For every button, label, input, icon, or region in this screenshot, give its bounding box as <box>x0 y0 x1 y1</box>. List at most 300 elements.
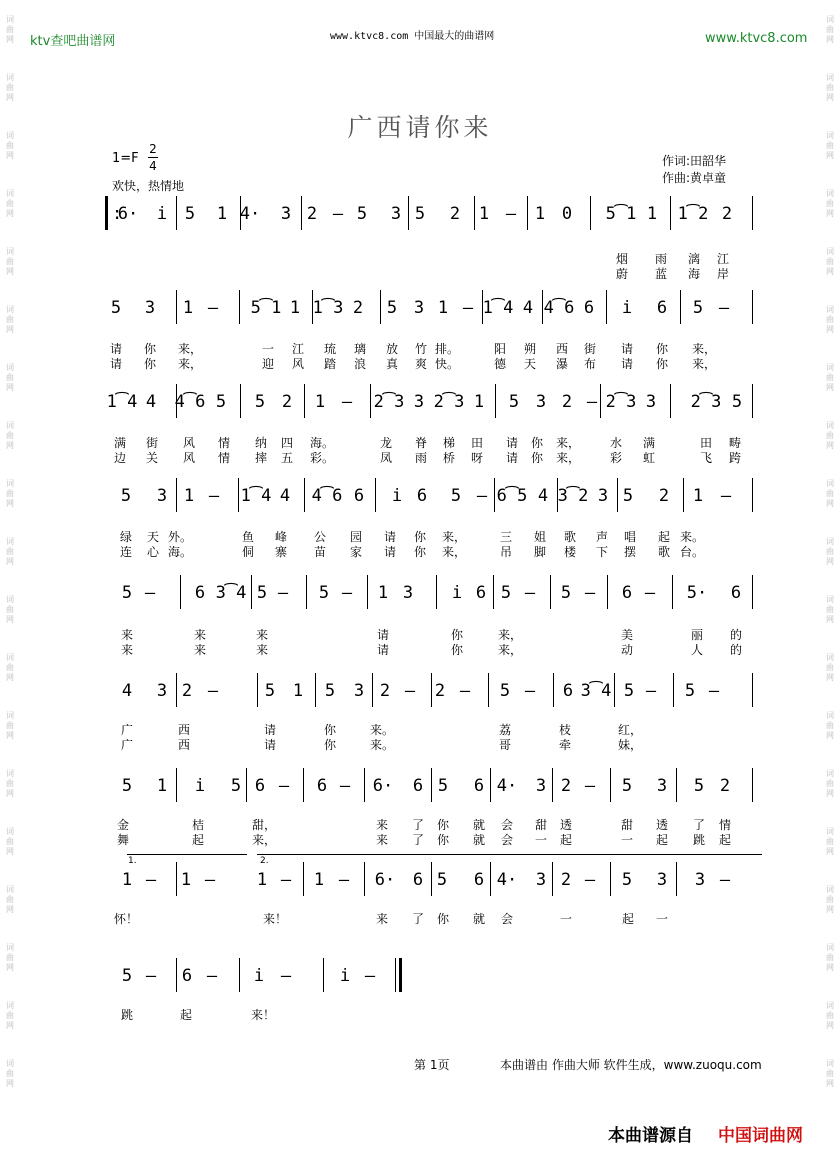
bar-line <box>176 958 177 992</box>
note: 3͡4 <box>580 681 612 701</box>
lyric-syllable: 天 <box>523 357 537 371</box>
note: 1 <box>121 870 133 890</box>
note: 2 <box>281 392 293 412</box>
bar-line <box>301 196 302 230</box>
note: – <box>476 486 488 506</box>
lyric-syllable: 了 <box>411 912 425 926</box>
bar-line <box>752 290 753 324</box>
note: 2͡3 <box>373 392 405 412</box>
bar-line <box>246 768 247 802</box>
lyric-syllable: 一 <box>559 912 573 926</box>
note: 4· <box>239 204 261 224</box>
lyric-syllable: 荔 <box>498 723 512 737</box>
lyric-syllable: 琉 <box>323 342 337 356</box>
bar-line <box>180 575 181 609</box>
note: 3 <box>597 486 609 506</box>
watermark-text: 词 曲 网 <box>826 1001 834 1030</box>
lyric-syllable: 街 <box>145 436 159 450</box>
note: 5 <box>254 392 266 412</box>
note: i <box>339 966 351 986</box>
watermark-text: 词 曲 网 <box>826 363 834 392</box>
lyric-syllable: 你 <box>143 342 157 356</box>
lyric-syllable: 蓝 <box>654 267 668 281</box>
key-signature: 1=F <box>112 151 139 166</box>
lyric-syllable: 爽 <box>414 357 428 371</box>
lyric-syllable: 关 <box>145 451 159 465</box>
note: 2͡3 <box>433 392 465 412</box>
note: 2 <box>379 681 391 701</box>
lyric-syllable: 桥 <box>442 451 456 465</box>
lyric-syllable: 唱 <box>623 530 637 544</box>
watermark-text: 词 曲 网 <box>826 247 834 276</box>
lyric-syllable: 请 <box>263 723 277 737</box>
lyric-syllable: 一 <box>655 912 669 926</box>
lyric-syllable: 心 <box>146 545 160 559</box>
lyric-syllable: 请 <box>505 451 519 465</box>
bar-line <box>315 673 316 707</box>
header-right-link[interactable]: www.ktvc8.com <box>705 31 808 46</box>
bar-line <box>752 384 753 418</box>
note: 5 <box>264 681 276 701</box>
lyric-syllable: 你 <box>450 643 464 657</box>
bar-line <box>370 384 371 418</box>
watermark-text: 词 曲 网 <box>6 595 14 624</box>
bar-line <box>176 478 177 512</box>
lyric-syllable: 丽 <box>690 628 704 642</box>
bar-line <box>176 768 177 802</box>
note: 4 <box>279 486 291 506</box>
lyric-syllable: 来 <box>193 628 207 642</box>
lyric-syllable: 阳 <box>493 342 507 356</box>
lyric-syllable: 风 <box>182 436 196 450</box>
lyric-syllable: 来， <box>177 357 203 371</box>
bar-line <box>176 384 177 418</box>
note: 4· <box>496 870 518 890</box>
note: – <box>586 392 598 412</box>
notes-line <box>0 392 840 420</box>
lyric-syllable: 飞 <box>699 451 713 465</box>
lyric-syllable: 外。 <box>167 530 193 544</box>
bar-line <box>606 290 607 324</box>
header-left-link[interactable]: ktv查吧曲谱网 <box>30 34 116 49</box>
note: 3͡2 <box>557 486 589 506</box>
lyric-syllable: 甜 <box>620 818 634 832</box>
note: 6 <box>583 298 595 318</box>
bar-line <box>303 768 304 802</box>
lyric-syllable: 起 <box>657 530 671 544</box>
lyric-syllable: 放 <box>385 342 399 356</box>
lyric-syllable: 摆 <box>623 545 637 559</box>
lyric-syllable: 来 <box>375 818 389 832</box>
lyric-syllable: 跳 <box>120 1008 134 1022</box>
note: i <box>391 486 403 506</box>
source-site-link[interactable]: 中国词曲网 <box>718 1126 803 1146</box>
time-signature-bottom: 4 <box>149 159 157 173</box>
lyric-syllable: 红， <box>617 723 643 737</box>
note: 5 <box>692 298 704 318</box>
lyric-syllable: 来， <box>251 833 277 847</box>
watermark-text: 词 曲 网 <box>826 885 834 914</box>
lyric-syllable: 就 <box>472 833 486 847</box>
bar-line <box>553 673 554 707</box>
lyric-syllable: 来， <box>497 628 523 642</box>
note: – <box>341 583 353 603</box>
note: 2 <box>560 776 572 796</box>
watermark-text: 词 曲 网 <box>6 827 14 856</box>
watermark-text: 词 曲 网 <box>826 189 834 218</box>
lyric-syllable: 来， <box>177 342 203 356</box>
watermark-rail-left <box>2 15 18 1117</box>
note: 3 <box>144 298 156 318</box>
lyric-syllable: 绿 <box>119 530 133 544</box>
lyric-syllable: 起 <box>179 1008 193 1022</box>
note: 1 <box>314 392 326 412</box>
note: 6· <box>372 776 394 796</box>
note: 5 <box>121 776 133 796</box>
lyric-syllable: 怀！ <box>113 912 139 926</box>
bar-line <box>240 196 241 230</box>
watermark-text: 词 曲 网 <box>6 711 14 740</box>
bar-line <box>617 478 618 512</box>
lyric-syllable: 竹 <box>414 342 428 356</box>
note: 5 <box>437 776 449 796</box>
lyric-syllable: 枝 <box>558 723 572 737</box>
bar-line <box>367 575 368 609</box>
note: 6 <box>473 776 485 796</box>
source-label: 本曲谱源自 <box>608 1126 693 1146</box>
lyric-syllable: 海。 <box>167 545 193 559</box>
note: 4 <box>145 392 157 412</box>
bar-line <box>474 196 475 230</box>
watermark-text: 词 曲 网 <box>6 421 14 450</box>
note: i <box>156 204 168 224</box>
note: 5 <box>256 583 268 603</box>
watermark-text: 词 曲 网 <box>826 73 834 102</box>
lyric-syllable: 了 <box>411 833 425 847</box>
note: – <box>584 870 596 890</box>
note: 5 <box>356 204 368 224</box>
notes-line <box>0 966 840 994</box>
bar-line <box>251 575 252 609</box>
note: 6 <box>353 486 365 506</box>
note: – <box>645 681 657 701</box>
note: 1 <box>473 392 485 412</box>
note: – <box>338 870 350 890</box>
lyric-syllable: 了 <box>692 818 706 832</box>
lyric-syllable: 你 <box>655 342 669 356</box>
notes-line <box>0 486 840 514</box>
note: – <box>145 966 157 986</box>
note: 5 <box>621 870 633 890</box>
note: 5͡1 <box>605 204 637 224</box>
note: 5 <box>731 392 743 412</box>
note: 5͡1 <box>250 298 282 318</box>
note: 2 <box>719 776 731 796</box>
note: – <box>339 776 351 796</box>
lyric-syllable: 三 <box>499 530 513 544</box>
note: 0 <box>561 204 573 224</box>
note: 6͡5 <box>496 486 528 506</box>
notes-line <box>0 870 840 898</box>
bar-line <box>436 575 437 609</box>
note: 1͡4 <box>106 392 138 412</box>
lyric-syllable: 来 <box>375 912 389 926</box>
note: 5 <box>230 776 242 796</box>
note: 1 <box>377 583 389 603</box>
lyric-syllable: 纳 <box>254 436 268 450</box>
note: 6· <box>374 870 396 890</box>
lyric-syllable: 来！ <box>250 1008 276 1022</box>
note: 5 <box>121 583 133 603</box>
lyric-syllable: 起 <box>655 833 669 847</box>
note: 6 <box>316 776 328 796</box>
lyric-syllable: 真 <box>385 357 399 371</box>
bar-line <box>557 478 558 512</box>
note: – <box>206 966 218 986</box>
note: 3 <box>402 583 414 603</box>
note: 4 <box>121 681 133 701</box>
lyric-syllable: 江 <box>291 342 305 356</box>
note: 6 <box>475 583 487 603</box>
lyric-syllable: 排。 <box>434 342 460 356</box>
lyric-syllable: 来。 <box>369 723 395 737</box>
watermark-text: 词 曲 网 <box>6 131 14 160</box>
bar-line <box>176 290 177 324</box>
note: 6 <box>562 681 574 701</box>
watermark-text: 词 曲 网 <box>6 653 14 682</box>
note: 1 <box>180 870 192 890</box>
note: – <box>524 681 536 701</box>
note: 1 <box>534 204 546 224</box>
lyric-syllable: 起 <box>621 912 635 926</box>
note: 5 <box>500 583 512 603</box>
repeat-start-bar <box>105 196 108 230</box>
bar-line <box>240 384 241 418</box>
lyric-syllable: 请 <box>383 530 397 544</box>
note: 3 <box>280 204 292 224</box>
note: 2 <box>181 681 193 701</box>
bar-line <box>680 290 681 324</box>
note: 3 <box>535 392 547 412</box>
lyric-syllable: 西 <box>177 723 191 737</box>
lyric-syllable: 来。 <box>369 738 395 752</box>
lyric-syllable: 来。 <box>679 530 705 544</box>
note: 6 <box>656 298 668 318</box>
note: 2 <box>434 681 446 701</box>
lyric-syllable: 雨 <box>414 451 428 465</box>
lyric-syllable: 舞 <box>116 833 130 847</box>
bar-line <box>673 673 674 707</box>
note: i <box>621 298 633 318</box>
bar-line <box>490 862 491 896</box>
note: – <box>404 681 416 701</box>
watermark-text: 词 曲 网 <box>826 305 834 334</box>
bar-line <box>372 673 373 707</box>
lyric-syllable: 呀 <box>470 451 484 465</box>
watermark-text: 词 曲 网 <box>826 653 834 682</box>
lyric-syllable: 台。 <box>679 545 705 559</box>
watermark-text: 词 曲 网 <box>6 189 14 218</box>
note: |: <box>101 204 123 224</box>
lyric-syllable: 跨 <box>728 451 742 465</box>
watermark-text: 词 曲 网 <box>826 479 834 508</box>
note: 3 <box>645 392 657 412</box>
bar-line <box>614 673 615 707</box>
note: 2͡3 <box>605 392 637 412</box>
watermark-text: 词 曲 网 <box>6 943 14 972</box>
lyric-syllable: 透 <box>559 818 573 832</box>
note: 1͡4 <box>482 298 514 318</box>
note: 5 <box>318 583 330 603</box>
note: – <box>277 583 289 603</box>
bar-line <box>670 196 671 230</box>
watermark-text: 词 曲 网 <box>826 537 834 566</box>
watermark-text: 词 曲 网 <box>826 131 834 160</box>
note: 5 <box>120 486 132 506</box>
lyric-syllable: 梯 <box>442 436 456 450</box>
lyric-syllable: 甜， <box>251 818 277 832</box>
note: – <box>719 870 731 890</box>
bar-line <box>431 862 432 896</box>
lyric-syllable: 一 <box>620 833 634 847</box>
note: 6 <box>254 776 266 796</box>
lyric-syllable: 璃 <box>353 342 367 356</box>
lyric-syllable: 你 <box>413 545 427 559</box>
lyric-syllable: 就 <box>472 818 486 832</box>
lyric-syllable: 来 <box>193 643 207 657</box>
note: – <box>144 583 156 603</box>
note: i <box>451 583 463 603</box>
lyric-syllable: 起 <box>718 833 732 847</box>
note: – <box>644 583 656 603</box>
note: 3 <box>656 776 668 796</box>
bar-line <box>495 384 496 418</box>
watermark-text: 词 曲 网 <box>6 1001 14 1030</box>
bar-line <box>303 862 304 896</box>
lyric-syllable: 一 <box>261 342 275 356</box>
lyric-syllable: 一 <box>534 833 548 847</box>
lyric-syllable: 峰 <box>274 530 288 544</box>
lyric-syllable: 跳 <box>692 833 706 847</box>
note: 3 <box>413 298 425 318</box>
watermark-rail-right <box>822 15 838 1117</box>
note: – <box>364 966 376 986</box>
bar-line <box>238 478 239 512</box>
lyric-syllable: 歌 <box>657 545 671 559</box>
note: 6 <box>194 583 206 603</box>
note: 3 <box>535 776 547 796</box>
lyric-syllable: 甜 <box>534 818 548 832</box>
lyric-syllable: 风 <box>291 357 305 371</box>
note: – <box>145 870 157 890</box>
lyric-syllable: 来！ <box>262 912 288 926</box>
lyric-syllable: 海 <box>687 267 701 281</box>
bar-line <box>493 575 494 609</box>
lyric-syllable: 声 <box>595 530 609 544</box>
lyric-syllable: 你 <box>413 530 427 544</box>
note: 5 <box>622 486 634 506</box>
lyric-syllable: 西 <box>177 738 191 752</box>
lyric-syllable: 瀑 <box>555 357 569 371</box>
bar-line <box>752 478 753 512</box>
lyric-syllable: 请 <box>376 628 390 642</box>
notes-line <box>0 204 840 232</box>
lyric-syllable: 苗 <box>313 545 327 559</box>
final-bar <box>399 958 402 992</box>
note: – <box>584 776 596 796</box>
watermark-text: 词 曲 网 <box>6 15 14 44</box>
lyric-syllable: 摔 <box>254 451 268 465</box>
bar-line <box>752 768 753 802</box>
watermark-text: 词 曲 网 <box>826 595 834 624</box>
lyric-syllable: 你 <box>530 436 544 450</box>
note: 1 <box>646 204 658 224</box>
note: 3 <box>535 870 547 890</box>
bar-line <box>488 673 489 707</box>
watermark-text: 词 曲 网 <box>6 247 14 276</box>
lyric-syllable: 金 <box>116 818 130 832</box>
note: 6 <box>181 966 193 986</box>
lyric-syllable: 凤 <box>379 451 393 465</box>
lyric-syllable: 会 <box>500 818 514 832</box>
note: 1͡3 <box>312 298 344 318</box>
note: 2 <box>560 870 572 890</box>
note: – <box>584 583 596 603</box>
note: – <box>204 870 216 890</box>
watermark-text: 词 曲 网 <box>826 15 834 44</box>
bar-line <box>676 768 677 802</box>
watermark-text: 词 曲 网 <box>826 769 834 798</box>
lyric-syllable: 四 <box>280 436 294 450</box>
note: 6 <box>621 583 633 603</box>
note: 5 <box>499 681 511 701</box>
lyric-syllable: 德 <box>493 357 507 371</box>
bar-line <box>312 290 313 324</box>
note: – <box>280 966 292 986</box>
bar-line <box>527 196 528 230</box>
note: 6 <box>412 776 424 796</box>
lyric-syllable: 龙 <box>379 436 393 450</box>
bar-line <box>752 196 753 230</box>
lyric-syllable: 雨 <box>654 252 668 266</box>
lyric-syllable: 广 <box>120 723 134 737</box>
lyric-syllable: 来， <box>441 530 467 544</box>
note: – <box>332 204 344 224</box>
lyric-syllable: 透 <box>655 818 669 832</box>
lyric-syllable: 会 <box>500 912 514 926</box>
note: – <box>208 486 220 506</box>
lyric-syllable: 海。 <box>309 436 335 450</box>
lyric-syllable: 五 <box>280 451 294 465</box>
lyric-syllable: 来， <box>555 451 581 465</box>
lyric-syllable: 浪 <box>353 357 367 371</box>
note: 1͡4 <box>240 486 272 506</box>
bar-line <box>752 575 753 609</box>
lyric-syllable: 天 <box>146 530 160 544</box>
lyric-syllable: 就 <box>472 912 486 926</box>
lyric-syllable: 情 <box>217 436 231 450</box>
note: 4͡6 <box>174 392 206 412</box>
notes-line <box>0 583 840 611</box>
watermark-text: 词 曲 网 <box>826 1059 834 1088</box>
bar-line <box>306 575 307 609</box>
bar-line <box>610 862 611 896</box>
note: 6· <box>117 204 139 224</box>
watermark-text: 词 曲 网 <box>6 537 14 566</box>
bar-line <box>395 958 396 992</box>
bar-line <box>482 290 483 324</box>
lyric-syllable: 来 <box>255 643 269 657</box>
